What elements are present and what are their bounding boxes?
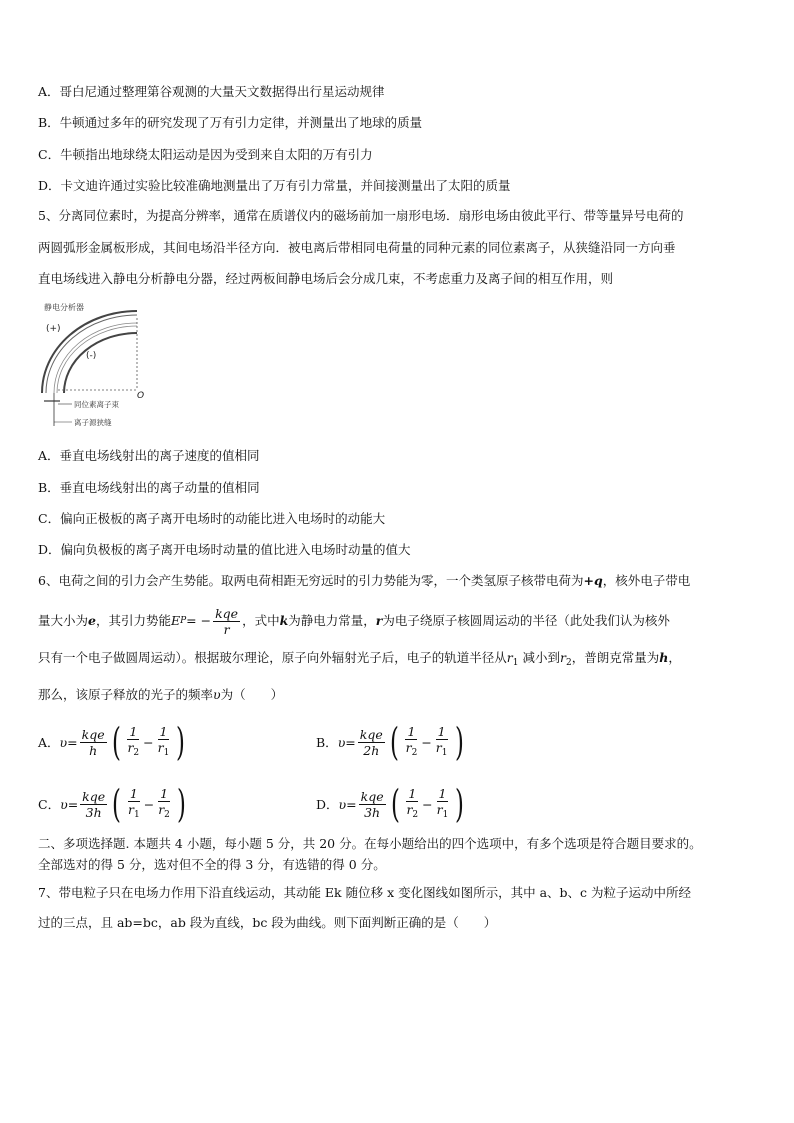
- q6-line1-tail: ，核外电子带电: [602, 573, 691, 588]
- q6-line4-tail: 为（ ）: [220, 687, 284, 702]
- equals: =: [67, 796, 79, 812]
- term2: $\frac{1}{r_1}$: [435, 723, 448, 758]
- ep-equals: = −: [186, 613, 212, 628]
- q6-line4-text: 那么，该原子释放的光子的频率: [38, 687, 214, 702]
- coef-den: 3h: [85, 804, 102, 820]
- q6-line1-text: 6、电荷之间的引力会产生势能。取两电荷相距无穷远时的引力势能为零，一个类氢原子核带电荷为: [38, 573, 584, 588]
- q5-option-b: B．垂直电场线射出的离子动量的值相同: [38, 480, 260, 495]
- q6-line2-mid: ，其引力势能: [95, 613, 171, 628]
- upsilon: υ: [337, 734, 346, 750]
- q5-option-d: D．偏向负极板的离子离开电场时动量的值比进入电场时动量的值大: [38, 542, 411, 557]
- q5-option-a: A．垂直电场线射出的离子速度的值相同: [38, 448, 260, 463]
- q6-stem-line1: [38, 573, 690, 589]
- minus: −: [143, 734, 154, 750]
- q7-stem-line2: 过的三点，且 ab=bc，ab 段为直线，bc 段为曲线。则下面判断正确的是（ ）: [38, 915, 497, 930]
- q5-option-c: C．偏向正极板的离子离开电场时的动能比进入电场时的动能大: [38, 511, 386, 526]
- term2: $\frac{1}{r_1}$: [157, 723, 170, 758]
- ep-numerator: kqe: [215, 605, 239, 621]
- upsilon: υ: [60, 796, 68, 812]
- minus: −: [421, 734, 432, 750]
- nucleus-charge: +q: [583, 573, 603, 588]
- q6-option-d: [316, 778, 467, 830]
- term2: $\frac{1}{r_2}$: [158, 785, 170, 820]
- term2: $\frac{1}{r_1}$: [436, 785, 449, 820]
- upsilon: υ: [338, 796, 347, 812]
- q7-stem-line1: 7、带电粒子只在电场力作用下沿直线运动，其动能 Ek 随位移 x 变化图线如图所示，其中 a、b、c 为粒子运动中所经: [38, 885, 691, 900]
- ep-fraction: [213, 606, 240, 637]
- equals: =: [345, 734, 356, 750]
- electrostatic-analyzer-figure: [36, 298, 176, 436]
- term1: $\frac{1}{r_1}$: [127, 785, 140, 820]
- ep-subscript: P: [180, 616, 187, 626]
- minus: −: [422, 796, 433, 812]
- q4-option-b: B．牛顿通过多年的研究发现了万有引力定律，并测量出了地球的质量: [38, 115, 423, 130]
- equals: =: [67, 734, 78, 750]
- coef-num: kqe: [81, 726, 105, 742]
- q4-option-c: C．牛顿指出地球绕太阳运动是因为受到来自太阳的万有引力: [38, 147, 373, 162]
- q6-option-c: [38, 778, 189, 830]
- coef-den: h: [89, 742, 98, 758]
- option-label: A．: [38, 735, 60, 750]
- plus-label: (+): [46, 324, 61, 334]
- r-symbol: r: [375, 613, 383, 628]
- section2-heading-line2: 全部选对的得 5 分，选对但不全的得 3 分，有选错的得 0 分。: [38, 857, 386, 872]
- center-label: O: [137, 391, 145, 401]
- q6-stem-line2: [38, 604, 670, 638]
- q6-option-b: [316, 716, 466, 768]
- term1: $\frac{1}{r_2}$: [127, 723, 140, 758]
- r2-symbol: r: [559, 650, 566, 665]
- q6-line3-text: 只有一个电子做圆周运动）。根据玻尔理论，原子向外辐射光子后，电子的轨道半径从: [38, 650, 507, 665]
- equals: =: [346, 796, 357, 812]
- q5-stem-line1: 5、分离同位素时，为提高分辨率，通常在质谱仪内的磁场前加一扇形电场．扇形电场由彼此平行、带等量异号电荷的: [38, 208, 684, 223]
- coef-den: 3h: [364, 804, 381, 820]
- upsilon: υ: [59, 734, 68, 750]
- coef-fraction: [80, 727, 107, 758]
- r1-symbol: r: [506, 650, 513, 665]
- q4-option-a: A．哥白尼通过整理第谷观测的大量天文数据得出行星运动规律: [38, 84, 385, 99]
- parenthesized-difference: ( $\frac{1}{r_2}$ − $\frac{1}{r_1}$ ): [389, 720, 464, 764]
- q6-line3-mid: 减小到: [522, 650, 560, 665]
- coef-fraction: [359, 789, 386, 820]
- k-symbol: k: [279, 613, 289, 628]
- coef-fraction: [358, 727, 385, 758]
- q6-option-a: [38, 716, 188, 768]
- coef-den: 2h: [363, 742, 380, 758]
- q5-stem-line3: 直电场线进入静电分析静电分器，经过两板间静电场后会分成几束，不考虑重力及离子间的相互作用，则: [38, 271, 614, 286]
- inner-plate: [64, 333, 137, 393]
- option-label: C．: [38, 797, 61, 812]
- beam-label: 同位素离子束: [74, 400, 119, 409]
- q6-line3-tail: ，: [668, 650, 681, 665]
- coef-fraction: [80, 789, 107, 820]
- q4-option-d: D．卡文迪许通过实验比较准确地测量出了万有引力常量，并间接测量出了太阳的质量: [38, 178, 511, 193]
- q6-line3-planck: ，普朗克常量为: [571, 650, 660, 665]
- parenthesized-difference: ( $\frac{1}{r_2}$ − $\frac{1}{r_1}$ ): [111, 720, 186, 764]
- q6-line2-tail: 为电子绕原子核圆周运动的半径（此处我们认为核外: [382, 613, 670, 628]
- electron-charge: e: [88, 613, 96, 628]
- q6-line2-text: 量大小为: [38, 613, 89, 628]
- q5-stem-line2: 两圆弧形金属板形成，其间电场沿半径方向．被电离后带相同电荷量的同种元素的同位素离子，从狭缝沿同一方向垂: [38, 240, 676, 255]
- slit-label: 离子源狭缝: [74, 418, 112, 427]
- q6-line2-k-desc: 为静电力常量，: [288, 613, 376, 628]
- ep-denominator: r: [223, 621, 230, 637]
- parenthesized-difference: ( $\frac{1}{r_1}$ − $\frac{1}{r_2}$ ): [112, 782, 186, 826]
- coef-num: kqe: [360, 788, 384, 804]
- q6-line2-where: ，式中: [242, 613, 280, 628]
- parenthesized-difference: ( $\frac{1}{r_2}$ − $\frac{1}{r_1}$ ): [390, 782, 465, 826]
- option-label: B．: [316, 735, 338, 750]
- figure-title: 静电分析器: [44, 303, 84, 312]
- minus: −: [143, 796, 155, 812]
- upsilon-symbol: υ: [213, 687, 221, 702]
- ep-symbol: E: [170, 613, 181, 628]
- q6-stem-line4: [38, 687, 283, 703]
- minus-label: (-): [86, 351, 97, 361]
- coef-num: kqe: [82, 788, 106, 804]
- section2-heading-line1: 二、多项选择题. 本题共 4 小题，每小题 5 分，共 20 分。在每小题给出的四个选项中，有多个选项是符合题目要求的。: [38, 836, 702, 851]
- option-label: D．: [316, 797, 339, 812]
- term1: $\frac{1}{r_2}$: [405, 723, 418, 758]
- term1: $\frac{1}{r_2}$: [406, 785, 419, 820]
- h-symbol: h: [659, 650, 669, 665]
- q6-stem-line3: 只有一个电子做圆周运动）。根据玻尔理论，原子向外辐射光子后，电子的轨道半径从$r_1$ 减小到$r_2$，普朗克常量为h，: [38, 650, 681, 668]
- coef-num: kqe: [359, 726, 383, 742]
